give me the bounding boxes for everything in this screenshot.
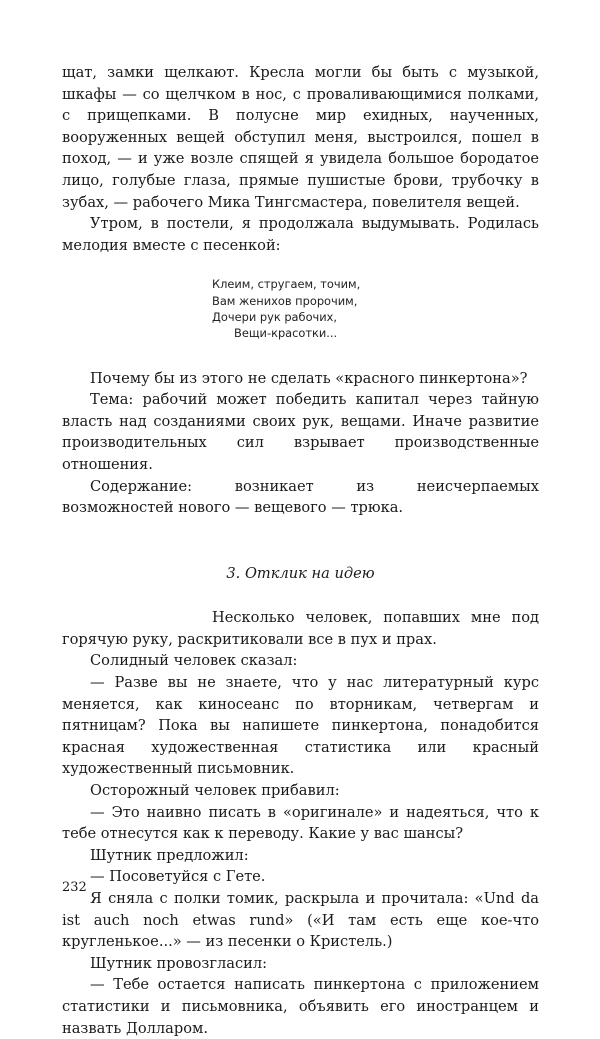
paragraph-section-lead: Несколько человек, попавших мне под горячую руку, раскритиковали все в пух и прах. xyxy=(62,609,539,648)
paragraph-theme: Тема: рабочий может победить капитал через тайную власть над созданиями своих рук, вещами. Иначе развитие производительных сил взрывает производственные отношения. xyxy=(62,391,539,473)
paragraph-dialogue: Осторожный человек прибавил: xyxy=(90,782,340,800)
poem-line: Вещи-красотки... xyxy=(234,326,338,341)
paragraph-dialogue: Шутник провозгласил: xyxy=(90,954,268,972)
paragraph-content: Содержание: возникает из неисчерпаемых возможностей нового — вещевого — трюка. xyxy=(62,477,539,517)
section-heading: 3. Отклик на идею xyxy=(226,564,375,582)
page-body xyxy=(62,62,539,1039)
paragraph-dialogue: — Тебе остается написать пинкертона с приложением статистики и письмовника, объявить его иностранцем и назвать Долларом. xyxy=(62,976,539,1037)
paragraph-dialogue: Солидный человек сказал: xyxy=(90,652,298,670)
paragraph-dialogue: Шутник предложил: xyxy=(90,846,249,864)
page-number: 232 xyxy=(62,880,87,895)
poem-line: Клеим, стругаем, точим, xyxy=(212,277,361,292)
paragraph-dialogue: — Это наивно писать в «оригинале» и надеяться, что к тебе отнесутся как к переводу. Какие у вас шансы? xyxy=(62,803,539,843)
poem-verse xyxy=(212,276,539,341)
paragraph-question: Почему бы из этого не сделать «красного пинкертона»? xyxy=(90,369,528,387)
paragraph-continuation: щат, замки щелкают. Кресла могли бы быть с музыкой, шкафы — со щелчком в нос, с проваливающимися полками, с прищепками. В полусне мир ехидных, наученных, вооруженных вещей обступил меня, выстроился, пошел в поход, — и уже возле спящей я увидела большое бородатое лицо, голубые глаза, прямые пушистые брови, трубочку в зубах, — рабочего Мика Тингсмастера, повелителя вещей. xyxy=(62,64,539,211)
paragraph-dialogue: — Разве вы не знаете, что у нас литературный курс меняется, как киносеанс по вторникам, четвергам и пятницам? Пока вы напишете пинкертона, понадобится красная художественная статистика или красный художественный письмовник. xyxy=(62,674,539,778)
poem-line: Дочери рук рабочих, xyxy=(212,309,338,324)
paragraph-dialogue: Я сняла с полки томик, раскрыла и прочитала: «Und da ist auch noch etwas rund» («И там есть еще кое-что кругленькое...» — из песенки о Кристель.) xyxy=(62,890,539,951)
paragraph-morning: Утром, в постели, я продолжала выдумывать. Родилась мелодия вместе с песенкой: xyxy=(62,215,539,254)
poem-line: Вам женихов пророчим, xyxy=(212,293,358,308)
paragraph-dialogue: — Посоветуйся с Гете. xyxy=(90,868,266,886)
